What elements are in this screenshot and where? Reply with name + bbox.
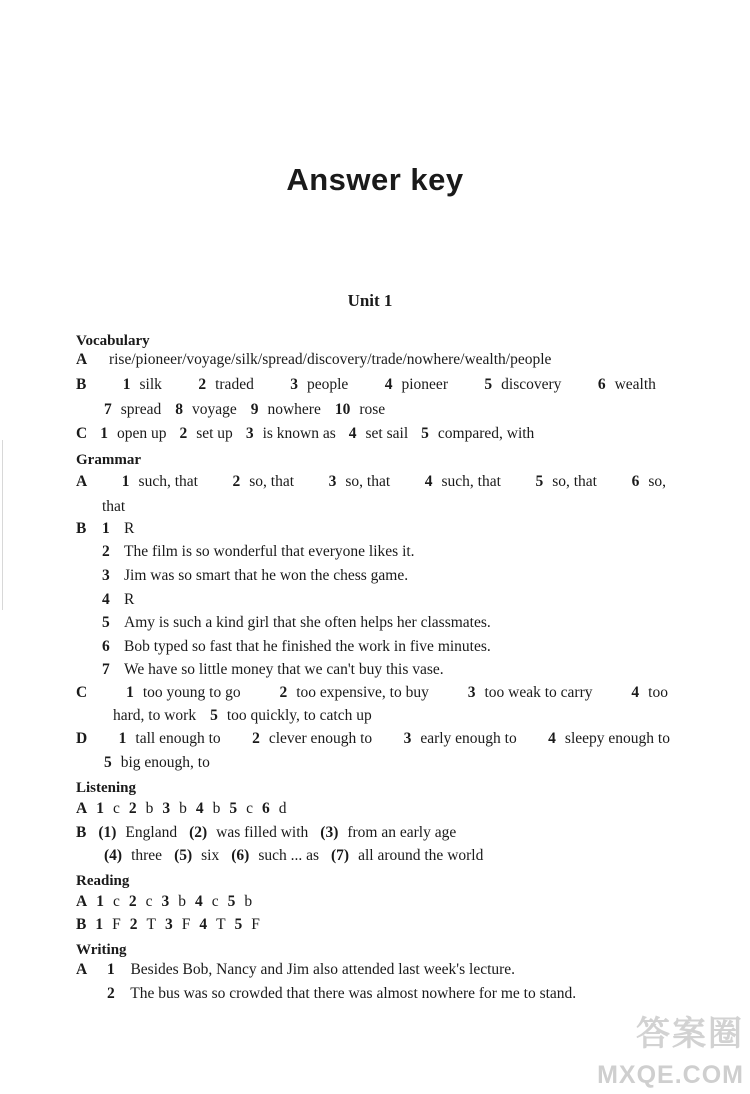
item-text: traded — [215, 376, 254, 393]
item-text: too quickly, to catch up — [226, 707, 372, 724]
vocab-b-line-1 — [76, 375, 656, 395]
item-text: set sail — [365, 425, 409, 442]
item-text: such, that — [138, 473, 198, 490]
answer-item — [228, 892, 253, 912]
grammar-b-line — [76, 613, 491, 633]
answer-item — [290, 375, 348, 395]
answer-item — [76, 472, 87, 492]
item-text: The bus was so crowded that there was almost nowhere for me to stand. — [130, 985, 577, 1002]
item-number: 4 — [631, 684, 640, 701]
answer-item — [235, 915, 260, 935]
item-text: b — [244, 893, 253, 910]
grammar-a-line-2: that — [102, 498, 126, 515]
item-text: discovery — [501, 376, 562, 393]
item-number: 5 — [484, 376, 493, 393]
item-number: 1 — [122, 376, 131, 393]
item-text: The film is so wonderful that everyone likes it. — [124, 543, 415, 560]
vocab-b-line-2 — [104, 400, 385, 420]
section-heading-grammar: Grammar — [76, 452, 141, 468]
item-number: 9 — [250, 401, 259, 418]
grammar-b-line — [76, 542, 415, 562]
item-text: too young to go — [142, 684, 241, 701]
answer-item — [279, 683, 428, 703]
answer-item — [129, 892, 153, 912]
item-number: 4 — [348, 425, 357, 442]
item-number: 2 — [107, 985, 115, 1002]
item-text: hard, to work — [113, 707, 197, 724]
item-text: F — [251, 916, 260, 933]
item-text: c — [246, 800, 253, 817]
item-text: all around the world — [358, 847, 484, 864]
grammar-b-line — [76, 566, 408, 586]
item-number: 2 — [252, 730, 260, 747]
reading-a-line — [76, 892, 252, 912]
listening-a-line — [76, 799, 286, 819]
page-title: Answer key — [286, 162, 464, 197]
answer-item — [631, 683, 668, 703]
item-number: 1 — [96, 893, 104, 910]
item-number: 3 — [102, 567, 110, 584]
answer-item — [174, 846, 219, 866]
item-number: 5 — [227, 893, 236, 910]
item-text: England — [125, 824, 178, 841]
item-number: 4 — [548, 730, 556, 747]
vocab-c-line — [76, 424, 534, 444]
item-text: d — [278, 800, 287, 817]
item-number: 2 — [198, 376, 207, 393]
item-number: A — [76, 473, 88, 490]
item-text: Bob typed so fast that he finished the work in five minutes. — [124, 638, 491, 655]
item-label: B — [76, 520, 87, 537]
item-number: 4 — [424, 473, 433, 490]
answer-item — [385, 375, 448, 395]
item-number: (4) — [104, 847, 123, 864]
writing-a2-line — [107, 984, 576, 1004]
item-number: 1 — [95, 916, 104, 933]
item-text: was filled with — [216, 824, 309, 841]
answer-item — [130, 915, 156, 935]
item-text: F — [181, 916, 191, 933]
item-text: too expensive, to buy — [296, 684, 429, 701]
answer-item — [179, 424, 232, 444]
item-number: D — [76, 730, 88, 747]
item-number: 1 — [126, 684, 134, 701]
answer-item — [231, 846, 319, 866]
answer-item — [548, 729, 670, 749]
item-number: 6 — [597, 376, 606, 393]
listening-b-line-2 — [104, 846, 483, 866]
answer-item — [246, 424, 336, 444]
answer-item — [598, 375, 656, 395]
item-text: c — [211, 893, 219, 910]
item-number: 6 — [261, 800, 270, 817]
item-text: rise/pioneer/voyage/silk/spread/discovery/trade/nowhere/wealth/people — [108, 351, 552, 368]
writing-a1-line — [76, 960, 515, 980]
item-number: 3 — [403, 730, 412, 747]
item-number: 1 — [106, 961, 115, 978]
item-number: 4 — [384, 376, 393, 393]
item-number: 6 — [102, 638, 110, 655]
item-label: A — [76, 351, 88, 368]
item-text: T — [146, 916, 156, 933]
section-heading-listening: Listening — [76, 780, 137, 796]
answer-item — [349, 424, 408, 444]
item-text: c — [112, 800, 120, 817]
answer-item — [421, 424, 534, 444]
watermark-site: MXQE.COM — [597, 1061, 744, 1089]
item-text: Amy is such a kind girl that she often helps her classmates. — [124, 614, 491, 631]
item-number: 5 — [210, 707, 218, 724]
item-number: 2 — [179, 425, 188, 442]
listening-b-line-1 — [76, 823, 456, 843]
answer-item — [468, 683, 593, 703]
answer-item — [100, 424, 166, 444]
item-number: C — [76, 425, 88, 442]
item-text: Jim was so smart that he won the chess game. — [124, 567, 409, 584]
answer-item — [95, 915, 120, 935]
item-text: such ... as — [258, 847, 320, 864]
answer-item — [229, 799, 253, 819]
item-number: 1 — [121, 473, 130, 490]
answer-item — [233, 472, 295, 492]
answer-item — [104, 400, 161, 420]
item-number: 8 — [175, 401, 183, 418]
item-number: (5) — [174, 847, 193, 864]
item-text: so, that — [552, 473, 597, 490]
answer-item — [632, 472, 666, 492]
answer-item — [126, 683, 241, 703]
item-number: B — [76, 824, 87, 841]
item-number: 2 — [232, 473, 241, 490]
item-number: 3 — [467, 684, 476, 701]
item-text: tall enough to — [135, 730, 221, 747]
answer-item — [96, 799, 120, 819]
answer-item — [198, 375, 253, 395]
item-number: 5 — [104, 754, 112, 771]
answer-item — [175, 400, 237, 420]
item-number: 3 — [245, 425, 254, 442]
grammar-a-line-1 — [76, 472, 666, 492]
item-text: six — [201, 847, 220, 864]
item-number: (6) — [231, 847, 250, 864]
answer-item — [195, 892, 219, 912]
answer-item — [162, 799, 187, 819]
item-number: 3 — [328, 473, 337, 490]
answer-item — [161, 892, 186, 912]
item-number: 4 — [195, 800, 204, 817]
item-text: spread — [120, 401, 162, 418]
answer-item — [199, 915, 225, 935]
item-number: (7) — [331, 847, 350, 864]
answer-item — [129, 799, 154, 819]
grammar-b-line — [76, 590, 134, 610]
item-number: 2 — [102, 543, 110, 560]
item-number: (1) — [98, 824, 117, 841]
reading-b-line — [76, 915, 260, 935]
answer-item — [122, 472, 198, 492]
item-text: clever enough to — [268, 730, 373, 747]
item-text: is known as — [262, 425, 336, 442]
item-number: 2 — [129, 916, 138, 933]
item-number: 6 — [631, 473, 640, 490]
scan-edge-line — [2, 440, 3, 610]
item-number: 3 — [164, 916, 173, 933]
item-number: B — [76, 376, 87, 393]
answer-item — [425, 472, 501, 492]
answer-item — [76, 375, 86, 395]
item-text: too weak to carry — [484, 684, 593, 701]
section-heading-vocabulary: Vocabulary — [76, 333, 150, 349]
watermark — [597, 1006, 744, 1090]
item-number: 1 — [118, 730, 127, 747]
item-label: A — [76, 961, 88, 978]
item-number: (2) — [189, 824, 208, 841]
item-text: open up — [116, 425, 167, 442]
item-text: such, that — [441, 473, 501, 490]
item-text: so, that — [345, 473, 391, 490]
answer-item — [165, 915, 190, 935]
answer-item — [329, 472, 391, 492]
grammar-b-line — [76, 660, 444, 680]
answer-item — [76, 683, 87, 703]
grammar-b-line — [76, 637, 491, 657]
grammar-d-line-2 — [104, 753, 210, 773]
item-number: 3 — [161, 893, 170, 910]
answer-item — [119, 729, 221, 749]
item-text: three — [131, 847, 163, 864]
item-text: set up — [196, 425, 233, 442]
item-text: F — [112, 916, 121, 933]
item-text: too — [648, 684, 668, 701]
item-text: b — [178, 893, 186, 910]
item-number: 4 — [194, 893, 203, 910]
item-text: We have so little money that we can't buy this vase. — [124, 661, 444, 678]
answer-item — [104, 753, 210, 773]
item-text: from an early age — [347, 824, 457, 841]
watermark-logo: 答案圈 — [636, 1015, 744, 1053]
answer-item — [104, 846, 162, 866]
item-number: 3 — [162, 800, 171, 817]
answer-item — [404, 729, 517, 749]
item-text: compared, with — [437, 425, 535, 442]
item-text: R — [124, 520, 135, 537]
item-number: 2 — [128, 893, 137, 910]
answer-item — [98, 823, 177, 843]
item-number: 5 — [421, 425, 429, 442]
answer-item — [335, 400, 385, 420]
answer-item — [76, 424, 87, 444]
section-heading-writing: Writing — [76, 942, 127, 958]
answer-item — [76, 823, 86, 843]
answer-item — [123, 375, 162, 395]
item-text: so, that — [249, 473, 295, 490]
item-number: 5 — [102, 614, 110, 631]
item-text: people — [307, 376, 349, 393]
grammar-c-line-2 — [104, 706, 372, 726]
grammar-d-line-1 — [76, 729, 670, 749]
item-number: 1 — [100, 425, 108, 442]
item-number: 3 — [290, 376, 298, 393]
item-text: wealth — [614, 376, 656, 393]
answer-item — [262, 799, 287, 819]
answer-item — [484, 375, 561, 395]
item-text: early enough to — [420, 730, 517, 747]
item-number: C — [76, 684, 88, 701]
answer-item — [252, 729, 372, 749]
item-text: T — [216, 916, 226, 933]
item-number: B — [76, 916, 87, 933]
item-number: 2 — [279, 684, 288, 701]
item-text: b — [179, 800, 187, 817]
answer-item — [96, 892, 120, 912]
item-text: b — [212, 800, 221, 817]
item-number: 4 — [102, 591, 110, 608]
item-text: rose — [359, 401, 386, 418]
answer-item — [104, 706, 196, 726]
item-text: voyage — [191, 401, 237, 418]
item-number: (3) — [320, 824, 339, 841]
item-number: 1 — [102, 520, 110, 537]
section-heading-reading: Reading — [76, 873, 130, 889]
item-number: 7 — [104, 401, 112, 418]
item-number: 5 — [229, 800, 238, 817]
item-text: pioneer — [401, 376, 448, 393]
item-text: nowhere — [267, 401, 321, 418]
item-text: c — [145, 893, 153, 910]
vocab-a-line — [76, 350, 551, 370]
item-text: big enough, to — [120, 754, 210, 771]
item-text: Besides Bob, Nancy and Jim also attended last week's lecture. — [130, 961, 516, 978]
item-number: 1 — [96, 800, 104, 817]
item-number: 5 — [234, 916, 243, 933]
item-text: so, — [648, 473, 666, 490]
item-number: A — [76, 893, 88, 910]
unit-heading: Unit 1 — [347, 291, 393, 310]
item-text: sleepy enough to — [564, 730, 670, 747]
answer-item — [251, 400, 321, 420]
item-number: 4 — [199, 916, 208, 933]
answer-item — [76, 799, 87, 819]
answer-item — [196, 799, 221, 819]
item-number: 2 — [128, 800, 137, 817]
answer-item — [320, 823, 456, 843]
answer-item — [535, 472, 597, 492]
answer-item — [76, 729, 87, 749]
item-number: 7 — [102, 661, 110, 678]
item-text: R — [124, 591, 135, 608]
item-number: 5 — [535, 473, 544, 490]
item-number: 10 — [334, 401, 351, 418]
grammar-c-line-1 — [76, 683, 668, 703]
answer-item — [189, 823, 308, 843]
grammar-b-line — [76, 519, 134, 539]
answer-item — [331, 846, 483, 866]
answer-item — [210, 706, 372, 726]
answer-item — [76, 915, 86, 935]
item-number: A — [76, 800, 88, 817]
item-text: b — [145, 800, 154, 817]
answer-item — [76, 892, 87, 912]
item-text: silk — [139, 376, 162, 393]
item-text: c — [112, 893, 120, 910]
